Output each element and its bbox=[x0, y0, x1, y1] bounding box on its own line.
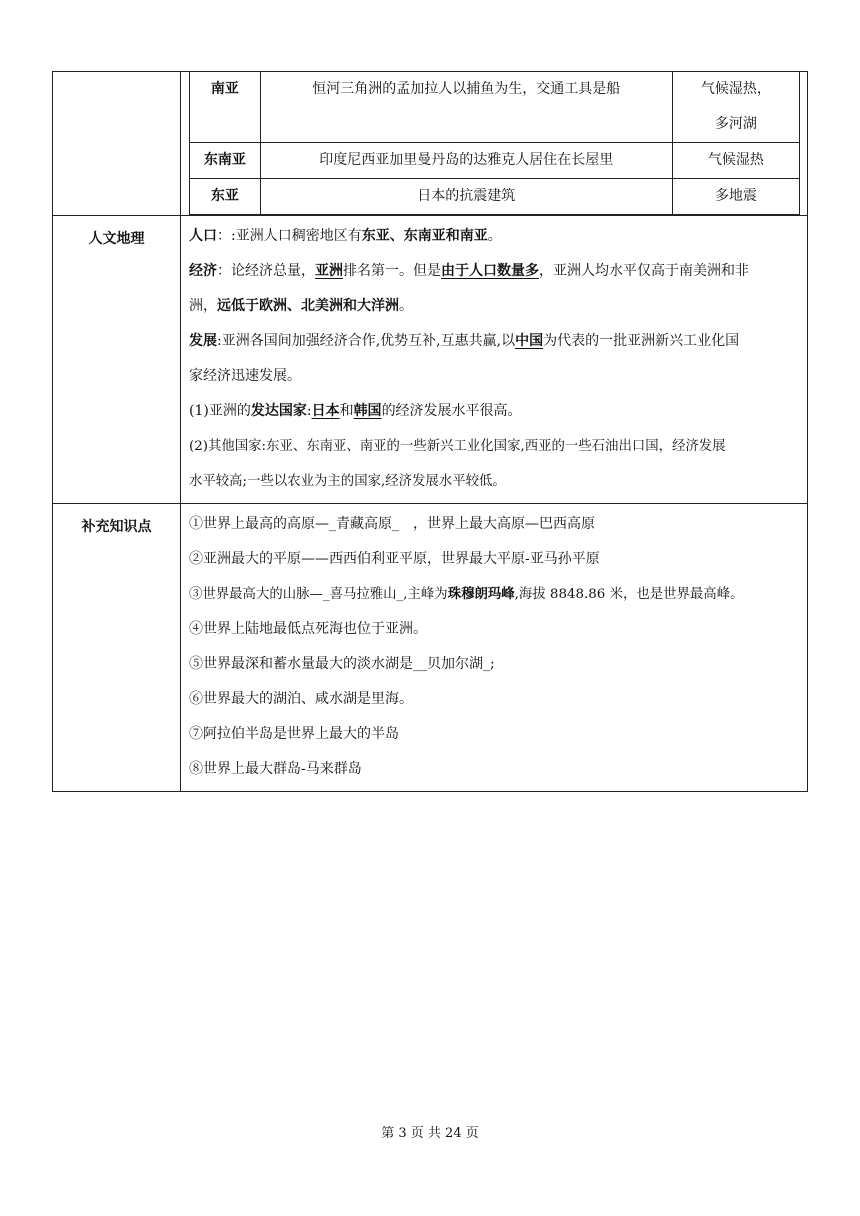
table-row bbox=[190, 143, 800, 179]
item-text: ,海拔 8848.86 米，也是世界最高峰。 bbox=[514, 587, 744, 602]
economy-asia: 亚洲 bbox=[315, 263, 343, 279]
region-name: 东南亚 bbox=[190, 143, 261, 179]
knowledge-table bbox=[52, 71, 808, 792]
economy-paragraph bbox=[189, 254, 799, 324]
page-footer: 第 3 页 共 24 页 bbox=[381, 1126, 479, 1141]
developed-countries-label: 发达国家 bbox=[250, 403, 307, 419]
item-text: (2)其他国家:东亚、东南亚、南亚的一些新兴工业化国家,西亚的一些石油出口国，经济发展 bbox=[189, 439, 726, 454]
region-description: 印度尼西亚加里曼丹岛的达雅克人居住在长屋里 bbox=[260, 143, 672, 179]
supplement-item: ④世界上陆地最低点死海也位于亚洲。 bbox=[189, 621, 427, 637]
region-description: 恒河三角洲的孟加拉人以捕鱼为生，交通工具是船 bbox=[260, 72, 672, 143]
item-text: : bbox=[306, 403, 312, 419]
development-text: :亚洲各国间加强经济合作,优势互补,互惠共赢,以 bbox=[217, 333, 516, 349]
supplement-item: ②亚洲最大的平原——西西伯利亚平原，世界最大平原-亚马孙平原 bbox=[189, 551, 600, 567]
development-china: 中国 bbox=[515, 333, 544, 349]
country-japan: 日本 bbox=[311, 403, 340, 419]
feature-line: 气候湿热， bbox=[700, 81, 771, 97]
supplement-item: ①世界上最高的高原—_青藏高原_ ，世界上最大高原—巴西高原 bbox=[189, 516, 595, 532]
supplement-item: ⑤世界最深和蓄水量最大的淡水湖是__贝加尔湖_; bbox=[189, 656, 495, 672]
economy-end: 。 bbox=[399, 298, 413, 314]
population-text: ：:亚洲人口稠密地区有 bbox=[217, 228, 362, 244]
item-text: (1)亚洲的 bbox=[189, 403, 251, 419]
development-label: 发展 bbox=[189, 333, 217, 349]
development-paragraph bbox=[189, 324, 799, 394]
development-text: 家经济迅速发展。 bbox=[189, 368, 301, 384]
region-table bbox=[189, 72, 800, 215]
supplement-item: ⑦阿拉伯半岛是世界上最大的半岛 bbox=[189, 726, 399, 742]
country-korea: 韩国 bbox=[353, 403, 382, 419]
region-row bbox=[53, 72, 808, 216]
population-regions: 东亚、东南亚和南亚 bbox=[361, 228, 488, 244]
supplement-row bbox=[53, 504, 808, 792]
supplement-label: 补充知识点 bbox=[53, 504, 181, 792]
supplement-item: ⑥世界最大的湖泊、咸水湖是里海。 bbox=[189, 691, 413, 707]
economy-label: 经济 bbox=[189, 263, 217, 279]
empty-label-cell bbox=[53, 72, 181, 216]
everest-name: 珠穆朗玛峰 bbox=[447, 586, 515, 602]
table-row bbox=[190, 179, 800, 215]
item-text: 和 bbox=[339, 403, 354, 419]
item-text: 水平较高;一些以农业为主的国家,经济发展水平较低。 bbox=[189, 474, 506, 489]
population-label: 人口 bbox=[189, 228, 217, 244]
supplement-content bbox=[181, 504, 808, 792]
region-feature: 气候湿热 bbox=[672, 143, 799, 179]
item-text: 的经济发展水平很高。 bbox=[381, 403, 522, 419]
region-feature: 多地震 bbox=[672, 179, 799, 215]
region-feature bbox=[672, 72, 799, 143]
economy-text: ，亚洲人均水平仅高于南美洲和非 bbox=[539, 263, 749, 279]
region-table-cell bbox=[181, 72, 808, 216]
human-geography-content bbox=[181, 216, 808, 504]
economy-text: ：论经济总量， bbox=[217, 263, 315, 279]
supplement-item bbox=[189, 577, 799, 612]
economy-text: 洲， bbox=[189, 298, 217, 314]
economy-comparison: 远低于欧洲、北美洲和大洋洲 bbox=[217, 298, 399, 314]
population-end: 。 bbox=[487, 228, 502, 244]
economy-text: 排名第一。但是 bbox=[343, 263, 441, 279]
region-name: 南亚 bbox=[190, 72, 261, 143]
development-text: 为代表的一批亚洲新兴工业化国 bbox=[543, 333, 740, 349]
item-text: ③世界最高大的山脉—_喜马拉雅山_,主峰为 bbox=[189, 587, 448, 602]
other-countries-paragraph bbox=[189, 429, 799, 499]
region-name: 东亚 bbox=[190, 179, 261, 215]
feature-line: 多河湖 bbox=[714, 116, 757, 132]
region-description: 日本的抗震建筑 bbox=[260, 179, 672, 215]
human-geography-label: 人文地理 bbox=[53, 216, 181, 504]
supplement-item: ⑧世界上最大群岛-马来群岛 bbox=[189, 761, 362, 777]
table-row bbox=[190, 72, 800, 143]
population-paragraph bbox=[189, 219, 799, 254]
developed-countries-paragraph bbox=[189, 394, 799, 429]
human-geography-row bbox=[53, 216, 808, 504]
economy-reason: 由于人口数量多 bbox=[441, 263, 539, 279]
